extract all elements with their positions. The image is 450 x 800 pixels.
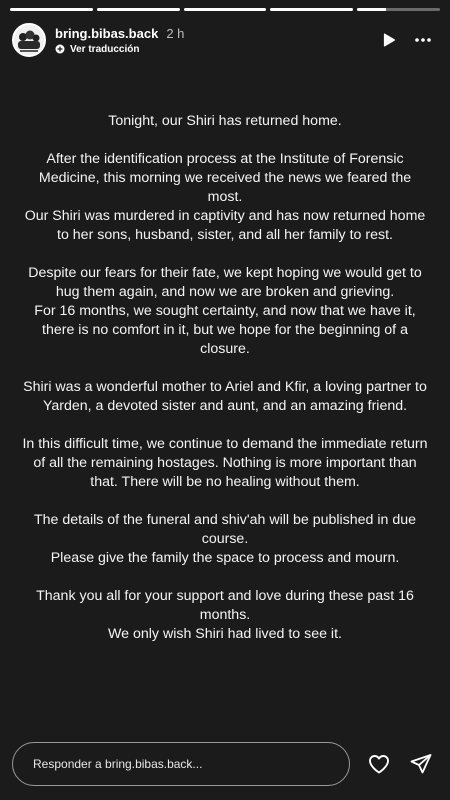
timestamp: 2 h [166, 25, 185, 41]
story-line: We only wish Shiri had lived to see it. [108, 626, 342, 642]
story-footer [12, 742, 438, 786]
reply-input[interactable] [33, 757, 349, 771]
progress-segment [270, 8, 353, 11]
story-paragraph [20, 150, 430, 245]
story-paragraph [20, 264, 430, 359]
more-icon[interactable] [414, 31, 432, 49]
story-line: months. [199, 607, 251, 623]
avatar-image-icon [14, 25, 44, 55]
story-paragraph [20, 511, 430, 568]
progress-segment [97, 8, 180, 11]
progress-fill [10, 8, 93, 11]
story-line: Despite our fears for their fate, we kept hoping we would get to [28, 265, 422, 281]
story-line: hug them again, and now we are broken and grieving. [55, 284, 395, 300]
story-meta [55, 26, 184, 55]
story-line: The details of the funeral and shiv'ah will be published in due [33, 512, 417, 528]
story-line: Thank you all for your support and love during these past 16 [36, 588, 414, 604]
story-line: Our Shiri was murdered in captivity and has now returned home [24, 208, 426, 224]
story-line: to her sons, husband, sister, and all her family to rest. [57, 227, 393, 243]
progress-fill [357, 8, 386, 11]
story-line: there is no comfort in it, but we hope for the beginning of a [42, 322, 408, 338]
progress-fill [184, 8, 267, 11]
progress-fill [270, 8, 353, 11]
story-line: closure. [200, 341, 250, 357]
story-paragraph [20, 378, 430, 416]
progress-segment [357, 8, 440, 11]
reply-box[interactable] [12, 742, 350, 786]
story-line: that. There will be no healing without them. [90, 474, 360, 490]
story-line: For 16 months, we sought certainty, and now that we have it, [34, 303, 416, 319]
send-icon[interactable] [408, 751, 434, 777]
story-paragraph [20, 587, 430, 644]
heart-icon[interactable] [366, 751, 392, 777]
story-line: Tonight, our Shiri has returned home. [108, 113, 342, 129]
story-header [12, 20, 438, 60]
story-line: Medicine, this morning we received the news we feared the most. [38, 170, 412, 205]
story-line: Please give the family the space to process and mourn. [50, 550, 400, 566]
story-line: In this difficult time, we continue to demand the immediate return [22, 436, 428, 452]
translate-button[interactable] [55, 44, 184, 55]
story-line: Shiri was a wonderful mother to Ariel and Kfir, a loving partner to [23, 379, 427, 395]
story-line: of all the remaining hostages. Nothing is more important than [33, 455, 417, 471]
translate-icon [55, 44, 65, 54]
story-text [20, 112, 430, 663]
header-actions [380, 31, 438, 49]
story-line: Yarden, a devoted sister and aunt, and an amazing friend. [42, 398, 408, 414]
translate-label: Ver traducción [70, 43, 140, 55]
story-paragraph [20, 435, 430, 492]
story-progress-bar [10, 8, 440, 11]
story-paragraph [20, 112, 430, 131]
username[interactable]: bring.bibas.back [55, 25, 159, 41]
play-icon[interactable] [380, 31, 398, 49]
avatar[interactable] [12, 23, 46, 57]
progress-fill [97, 8, 180, 11]
progress-segment [184, 8, 267, 11]
story-line: After the identification process at the Institute of Forensic [46, 151, 404, 167]
progress-segment [10, 8, 93, 11]
story-line: course. [201, 531, 249, 547]
